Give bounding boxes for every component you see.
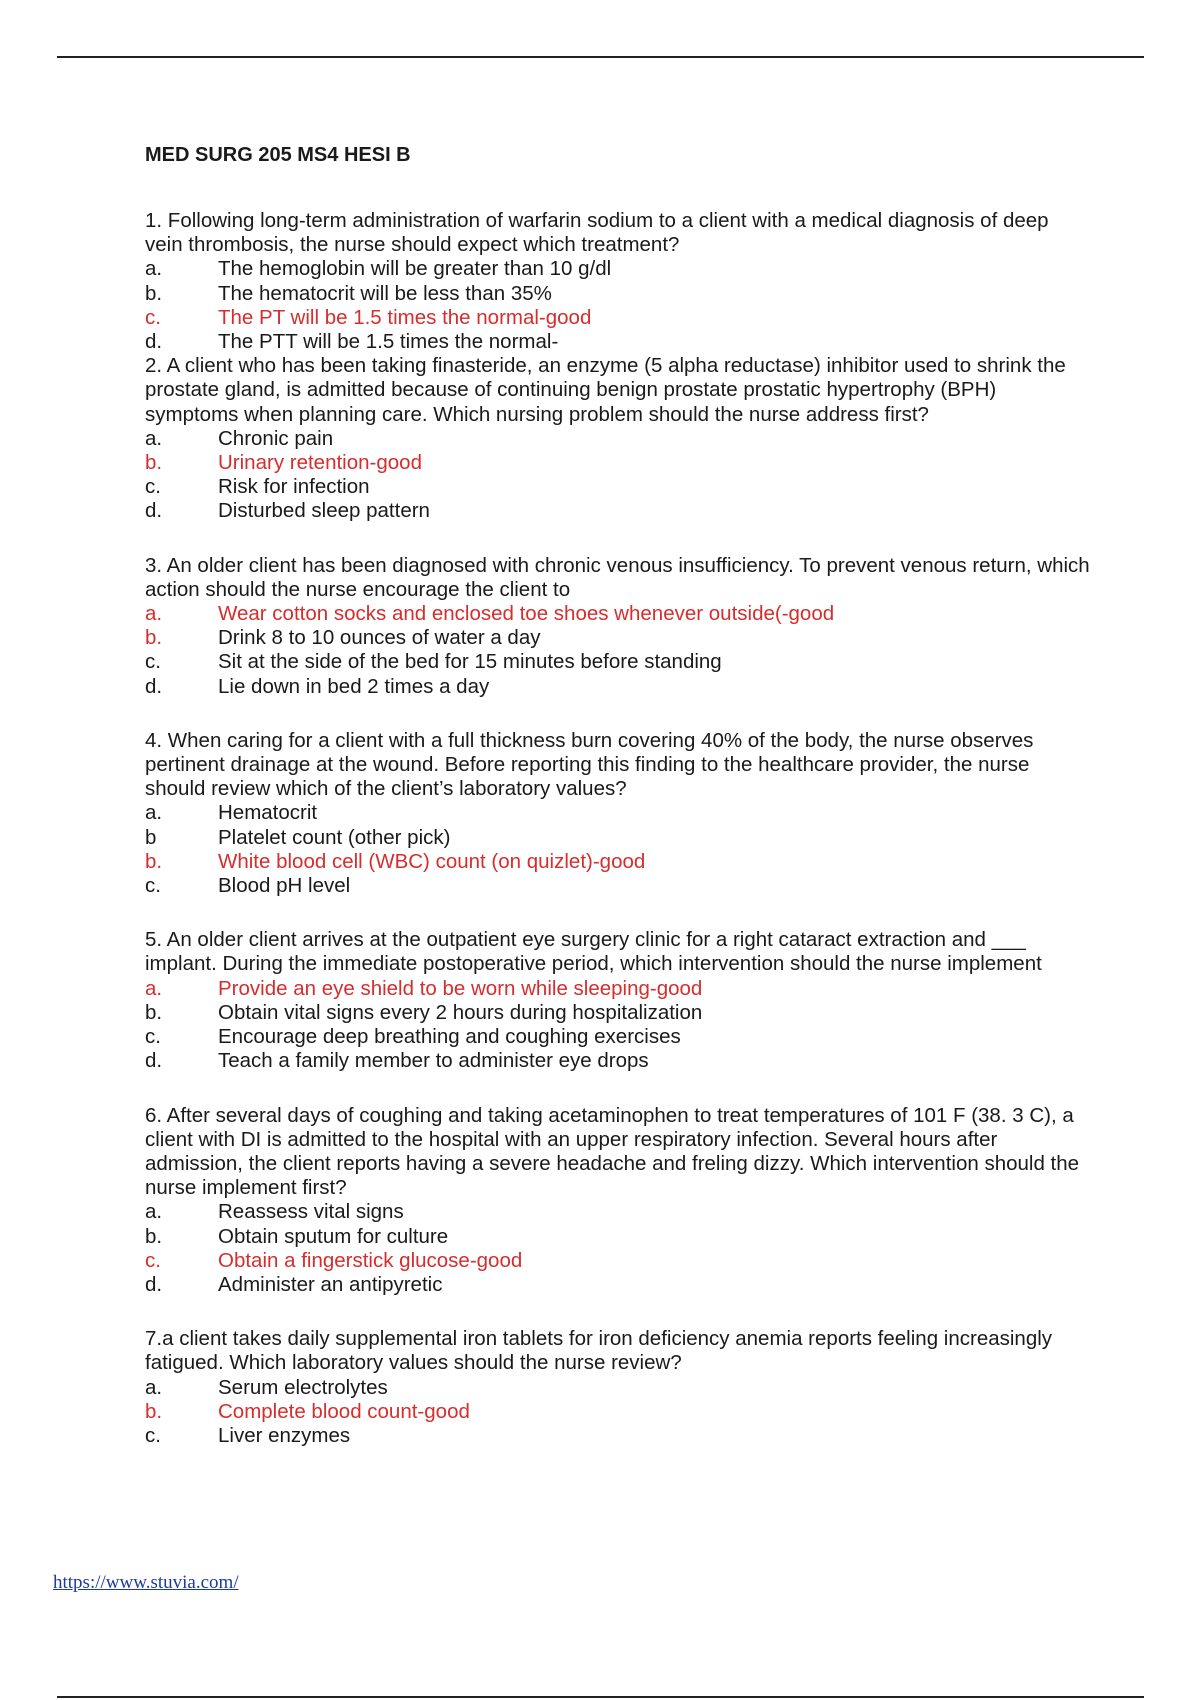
question-2 xyxy=(145,354,1090,523)
option-text: Sit at the side of the bed for 15 minutes before standing xyxy=(218,650,722,674)
option-letter: d. xyxy=(145,499,163,523)
option-text: The hematocrit will be less than 35% xyxy=(218,281,552,305)
question-stem: 1. Following long-term administration of warfarin sodium to a client with a medical diagnosis of deep vein thrombosis, the nurse should expect which treatment? xyxy=(145,209,1049,257)
question-stem: 5. An older client arrives at the outpatient eye surgery clinic for a right cataract extraction and ___ implant. During the immediate postoperative period, which intervention should the nurse implement xyxy=(145,928,1042,976)
answer-option-a xyxy=(145,1200,1090,1224)
option-letter: d. xyxy=(145,330,163,354)
option-letter: a. xyxy=(145,1200,163,1224)
answer-option-d xyxy=(145,1273,1090,1297)
document-body xyxy=(145,143,1090,1448)
answer-option-b-other xyxy=(145,826,1090,850)
option-text: Urinary retention-good xyxy=(218,451,422,475)
answer-option-b-correct xyxy=(145,850,1090,874)
option-letter: b. xyxy=(145,626,163,650)
question-5 xyxy=(145,928,1090,1073)
option-letter: a. xyxy=(145,976,163,1000)
option-letter: c. xyxy=(145,650,161,674)
option-text: Teach a family member to administer eye drops xyxy=(218,1049,649,1073)
answer-option-b xyxy=(145,626,1090,650)
option-letter: c. xyxy=(145,1423,161,1447)
option-letter: c. xyxy=(145,475,161,499)
answer-option-a xyxy=(145,1376,1090,1400)
option-text: Liver enzymes xyxy=(218,1423,351,1447)
option-letter: b. xyxy=(145,1399,163,1423)
option-text: Reassess vital signs xyxy=(218,1200,404,1224)
option-text: Obtain sputum for culture xyxy=(218,1224,449,1248)
answer-option-d xyxy=(145,499,1090,523)
option-letter: b. xyxy=(145,451,163,475)
header-rule xyxy=(57,56,1144,58)
option-letter: c. xyxy=(145,1025,161,1049)
option-text: The hemoglobin will be greater than 10 g/dl xyxy=(218,257,612,281)
answer-option-d xyxy=(145,330,1090,354)
question-1 xyxy=(145,209,1090,354)
option-text: The PTT will be 1.5 times the normal- xyxy=(218,330,559,354)
answer-option-c xyxy=(145,475,1090,499)
option-letter: a. xyxy=(145,602,163,626)
option-text: Chronic pain xyxy=(218,426,334,450)
document-title: MED SURG 205 MS4 HESI B xyxy=(145,144,411,166)
answer-option-d xyxy=(145,675,1090,699)
question-4 xyxy=(145,729,1090,898)
option-letter: b. xyxy=(145,849,163,873)
answer-option-b xyxy=(145,282,1090,306)
answer-option-c xyxy=(145,1025,1090,1049)
option-text: Platelet count (other pick) xyxy=(218,825,451,849)
option-text: The PT will be 1.5 times the normal-good xyxy=(218,305,592,329)
question-stem: 4. When caring for a client with a full thickness burn covering 40% of the body, the nurse observes pertinent drainage at the wound. Before reporting this finding to the healthcare provider, the nurse should review which of the client’s laboratory values? xyxy=(145,728,1034,801)
option-text: Obtain a fingerstick glucose-good xyxy=(218,1248,523,1272)
option-letter: c. xyxy=(145,305,161,329)
question-stem: 7.a client takes daily supplemental iron tablets for iron deficiency anemia reports feeling increasingly fatigued. Which laboratory values should the nurse review? xyxy=(145,1327,1053,1375)
question-stem: 3. An older client has been diagnosed with chronic venous insufficiency. To prevent venous return, which action should the nurse encourage the client to xyxy=(145,553,1090,601)
option-text: White blood cell (WBC) count (on quizlet)-good xyxy=(218,849,646,873)
option-letter: d. xyxy=(145,1272,163,1296)
option-letter: b xyxy=(145,825,157,849)
question-3 xyxy=(145,554,1090,699)
answer-option-c xyxy=(145,650,1090,674)
option-letter: a. xyxy=(145,801,163,825)
option-text: Obtain vital signs every 2 hours during hospitalization xyxy=(218,1000,703,1024)
footer-rule xyxy=(57,1696,1144,1698)
option-letter: a. xyxy=(145,426,163,450)
answer-option-b-correct xyxy=(145,451,1090,475)
option-text: Administer an antipyretic xyxy=(218,1272,443,1296)
option-text: Risk for infection xyxy=(218,475,370,499)
option-text: Complete blood count-good xyxy=(218,1399,470,1423)
option-letter: d. xyxy=(145,1049,163,1073)
answer-option-a xyxy=(145,427,1090,451)
option-text: Encourage deep breathing and coughing exercises xyxy=(218,1025,681,1049)
option-text: Drink 8 to 10 ounces of water a day xyxy=(218,626,541,650)
answer-option-a-correct xyxy=(145,602,1090,626)
footer-source-link[interactable]: https://www.stuvia.com/ xyxy=(53,1572,239,1593)
option-text: Blood pH level xyxy=(218,874,351,898)
option-text: Disturbed sleep pattern xyxy=(218,499,430,523)
option-text: Provide an eye shield to be worn while sleeping-good xyxy=(218,976,703,1000)
answer-option-c-correct xyxy=(145,1249,1090,1273)
option-letter: d. xyxy=(145,674,163,698)
answer-option-a xyxy=(145,257,1090,281)
option-letter: a. xyxy=(145,1375,163,1399)
option-letter: c. xyxy=(145,1248,161,1272)
option-letter: c. xyxy=(145,874,161,898)
answer-option-c xyxy=(145,874,1090,898)
option-letter: b. xyxy=(145,281,163,305)
option-letter: b. xyxy=(145,1000,163,1024)
option-text: Hematocrit xyxy=(218,801,318,825)
answer-option-b xyxy=(145,1001,1090,1025)
answer-option-c xyxy=(145,1424,1090,1448)
option-text: Lie down in bed 2 times a day xyxy=(218,674,490,698)
answer-option-c-correct xyxy=(145,306,1090,330)
answer-option-a-correct xyxy=(145,977,1090,1001)
option-text: Serum electrolytes xyxy=(218,1375,388,1399)
answer-option-d xyxy=(145,1049,1090,1073)
answer-option-a xyxy=(145,801,1090,825)
question-7 xyxy=(145,1327,1090,1448)
answer-option-b xyxy=(145,1225,1090,1249)
question-stem: 2. A client who has been taking finasteride, an enzyme (5 alpha reductase) inhibitor used to shrink the prostate gland, is admitted because of continuing benign prostate prostatic hypertrophy (BPH) symptoms when planning care. Which nursing problem should the nurse address first? xyxy=(145,354,1066,426)
question-stem: 6. After several days of coughing and taking acetaminophen to treat temperatures of 101 F (38. 3 C), a client with DI is admitted to the hospital with an upper respiratory infection. Several hours after admission, the client reports having a severe headache and freling dizzy. Which intervention should the nurse implement first? xyxy=(145,1103,1080,1200)
option-letter: a. xyxy=(145,257,163,281)
option-text: Wear cotton socks and enclosed toe shoes whenever outside(-good xyxy=(218,602,835,626)
answer-option-b-correct xyxy=(145,1400,1090,1424)
option-letter: b. xyxy=(145,1224,163,1248)
question-6 xyxy=(145,1104,1090,1298)
